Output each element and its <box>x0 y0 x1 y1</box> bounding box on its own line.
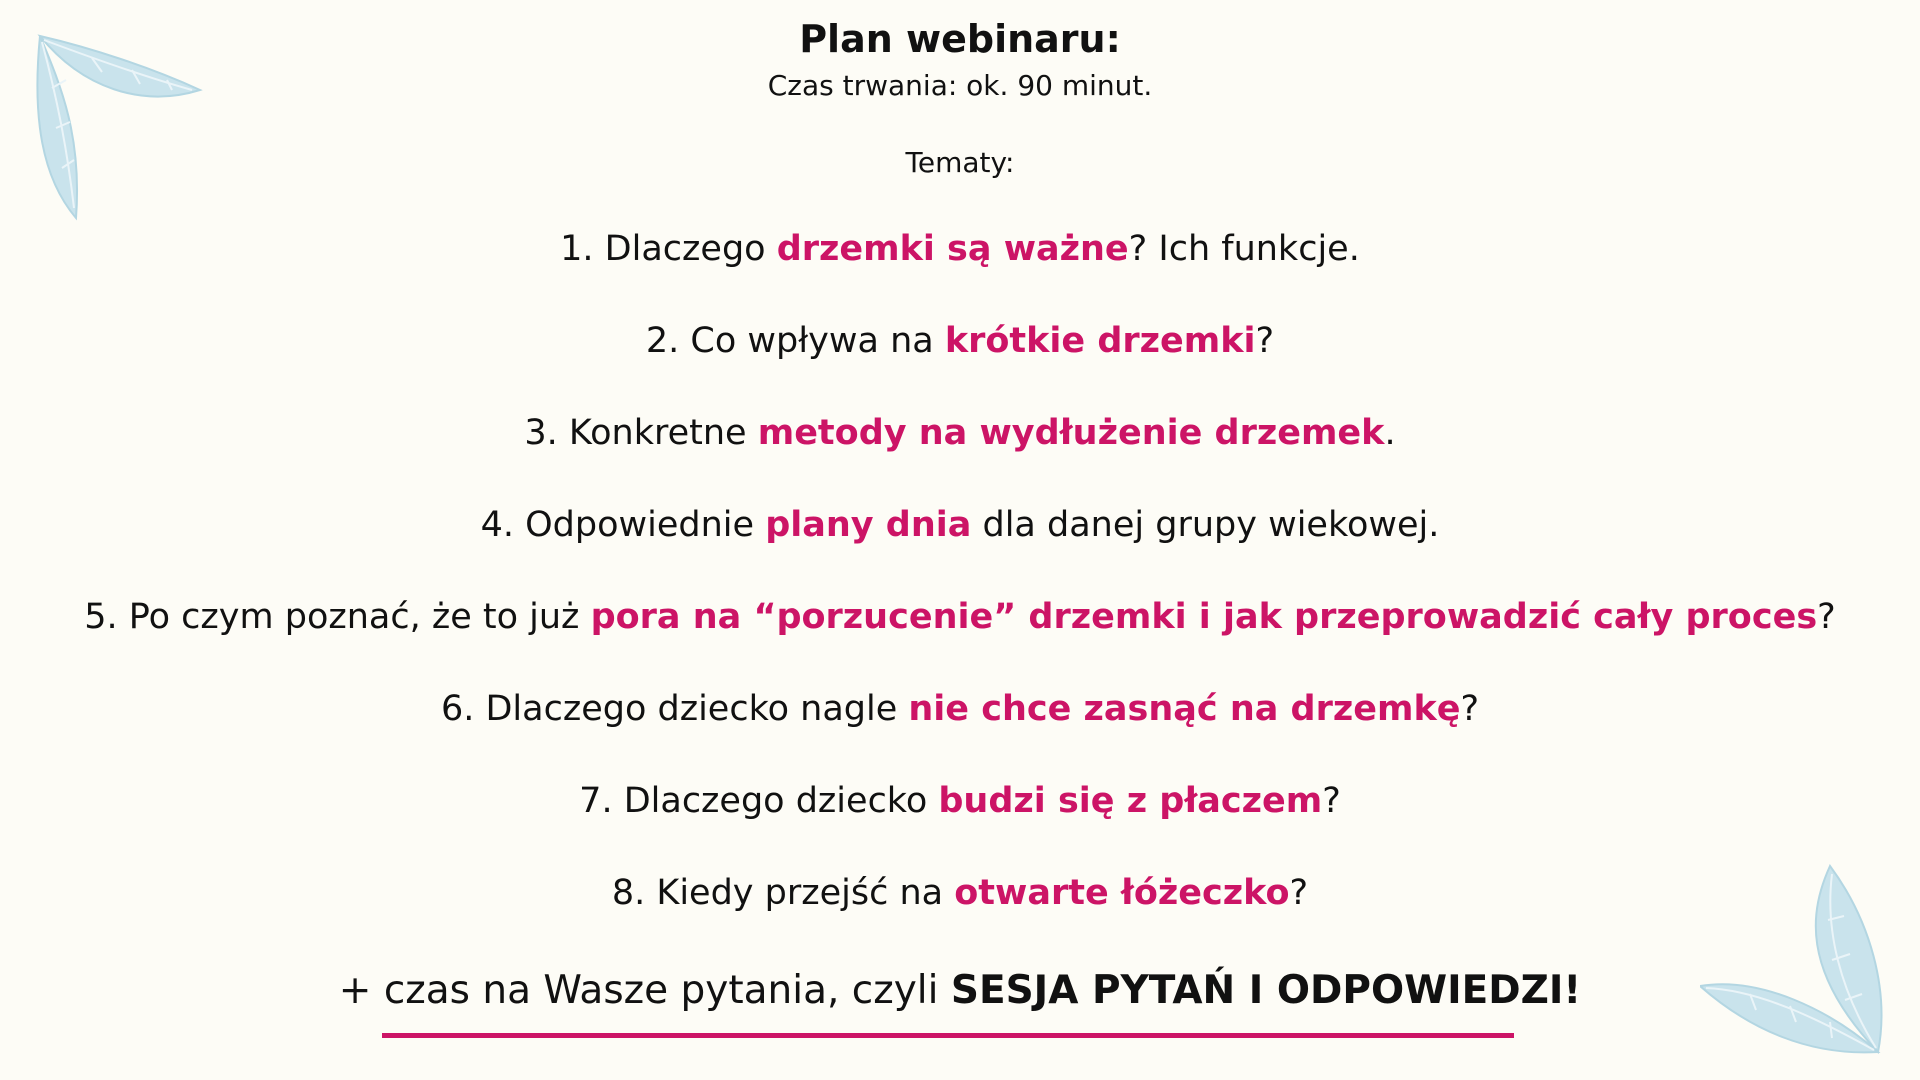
topic-item-4 <box>0 502 1920 548</box>
topic-item-7 <box>0 778 1920 824</box>
topic-item-2 <box>0 318 1920 364</box>
topic-highlight: krótkie drzemki <box>944 321 1256 361</box>
topic-highlight: drzemki są ważne <box>776 229 1129 269</box>
topic-highlight: metody na wydłużenie drzemek <box>757 413 1385 453</box>
topic-text: 5. Po czym poznać, że to już <box>84 597 591 637</box>
topic-text: ? <box>1460 689 1480 729</box>
topic-item-5 <box>0 594 1920 640</box>
closing-emphasis: SESJA PYTAŃ I ODPOWIEDZI! <box>950 968 1582 1013</box>
topic-text: 7. Dlaczego dziecko <box>579 781 939 821</box>
topic-highlight: pora na “porzucenie” drzemki i jak przeprowadzić cały proces <box>590 597 1818 637</box>
closing-line <box>0 965 1920 1017</box>
topic-text: ? <box>1817 597 1836 637</box>
topic-highlight: nie chce zasnąć na drzemkę <box>908 689 1461 729</box>
topic-text: 1. Dlaczego <box>560 229 777 269</box>
closing-text: + czas na Wasze pytania, czyli <box>338 968 951 1013</box>
topic-text: 4. Odpowiednie <box>480 505 766 545</box>
topics-label: Tematy: <box>905 146 1015 179</box>
topic-highlight: plany dnia <box>765 505 972 545</box>
topic-text: 3. Konkretne <box>524 413 758 453</box>
topic-text: 8. Kiedy przejść na <box>611 873 955 913</box>
topic-text: ? <box>1289 873 1309 913</box>
duration-text: Czas trwania: ok. 90 minut. <box>767 69 1153 102</box>
topic-text: ? <box>1255 321 1275 361</box>
topic-text: 2. Co wpływa na <box>645 321 945 361</box>
topic-item-6 <box>0 686 1920 732</box>
topic-text: 6. Dlaczego dziecko nagle <box>440 689 909 729</box>
topic-item-3 <box>0 410 1920 456</box>
topic-highlight: budzi się z płaczem <box>938 781 1323 821</box>
page-title: Plan webinaru: <box>799 17 1121 61</box>
topic-text: . <box>1384 413 1396 453</box>
topic-text: dla danej grupy wiekowej. <box>971 505 1440 545</box>
topic-highlight: otwarte łóżeczko <box>954 873 1290 913</box>
topic-item-1 <box>0 226 1920 272</box>
topic-item-8 <box>0 870 1920 916</box>
topic-text: ? <box>1322 781 1341 821</box>
topic-text: ? Ich funkcje. <box>1128 229 1360 269</box>
accent-underline <box>382 1033 1514 1038</box>
